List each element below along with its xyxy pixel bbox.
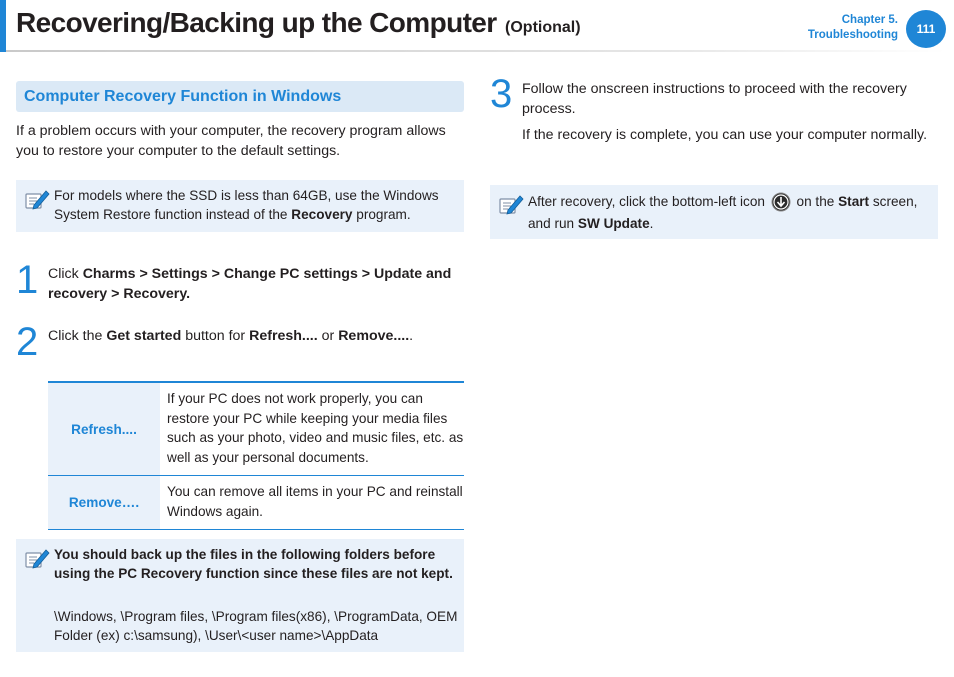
note-backup-warning: You should back up the files in the following folders before using the PC Recovery function since these files are not kept. [54, 547, 453, 581]
note-ssd [16, 180, 464, 232]
step-1-number: 1 [16, 258, 39, 302]
section-heading: Computer Recovery Function in Windows [16, 81, 464, 112]
down-arrow-circle-icon [771, 192, 791, 212]
title-suffix: (Optional) [505, 19, 581, 36]
note-after-recovery-text: After recovery, click the bottom-left icon on the Start screen, and run SW Update. [528, 194, 918, 231]
step-3-line-1: Follow the onscreen instructions to proceed with the recovery process. [522, 81, 907, 117]
pencil-note-icon [24, 188, 50, 212]
option-description: If your PC does not work properly, you can restore your PC while keeping your media files such as your photo, video and music files, etc. as well as your personal documents. [167, 391, 464, 465]
note-ssd-text: For models where the SSD is less than 64GB, use the Windows System Restore function instead of the Recovery program. [54, 188, 439, 222]
pencil-note-icon [24, 547, 50, 571]
step-3-line-2: If the recovery is complete, you can use your computer normally. [522, 127, 928, 143]
chapter-number: Chapter 5. [841, 14, 898, 26]
header-divider [6, 50, 946, 52]
chapter-name: Troubleshooting [807, 29, 898, 41]
option-row-refresh [48, 383, 464, 475]
recovery-options-table [48, 381, 464, 530]
chapter-label [808, 13, 898, 43]
step-3-number: 3 [490, 72, 513, 116]
page-number-badge: 111 [906, 10, 946, 48]
note-backup [16, 539, 464, 652]
step-1-text: Click Charms > Settings > Change PC settings > Update and recovery > Recovery. [48, 266, 452, 302]
step-2-number: 2 [16, 320, 39, 364]
option-description: You can remove all items in your PC and reinstall Windows again. [167, 484, 463, 519]
option-name: Refresh.... [48, 383, 160, 475]
step-2-text: Click the Get started button for Refresh.... or Remove..... [48, 328, 414, 344]
intro-paragraph: If a problem occurs with your computer, the recovery program allows you to restore your computer to the default settings. [16, 123, 446, 159]
note-after-recovery [490, 185, 938, 239]
title-main: Recovering/Backing up the Computer [16, 7, 497, 38]
option-row-remove [48, 475, 464, 529]
option-name: Remove…. [48, 476, 160, 529]
page-title [16, 7, 581, 39]
accent-bar [0, 0, 6, 52]
note-backup-paths: \Windows, \Program files, \Program files(x86), \ProgramData, OEM Folder (ex) c:\samsung), \User\<user name>\AppData [54, 609, 458, 643]
pencil-note-icon [498, 193, 524, 217]
